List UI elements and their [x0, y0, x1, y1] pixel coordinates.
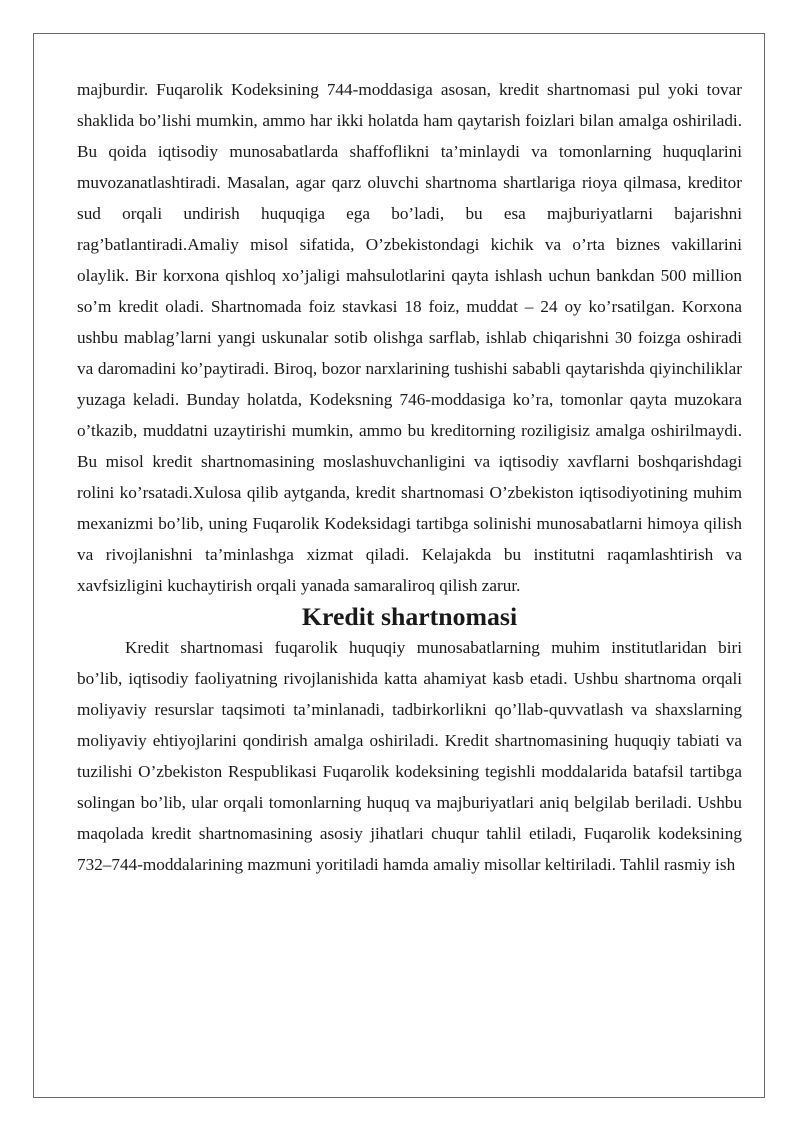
- body-paragraph: Kredit shartnomasi fuqarolik huquqiy munosabatlarning muhim institutlaridan biri bo’lib, iqtisodiy faoliyatning rivojlanishida katta ahamiyat kasb etadi. Ushbu shartnoma orqali moliyaviy resurslar taqsimoti ta’minlanadi, tadbirkorlikni qo’llab-quvvatlash va shaxslarning moliyaviy ehtiyojlarini qondirish amalga oshiriladi. Kredit shartnomasining huquqiy tabiati va tuzilishi O’zbekiston Respublikasi Fuqarolik kodeksining tegishli moddalarida batafsil tartibga solingan bo’lib, ular orqali tomonlarning huquq va majburiyatlari aniq belgilab beriladi. Ushbu maqolada kredit shartnomasining asosiy jihatlari chuqur tahlil etiladi, Fuqarolik kodeksining 732–744-moddalarining mazmuni yoritiladi hamda amaliy misollar keltiriladi. Tahlil rasmiy ish: [77, 638, 742, 874]
- section-heading: Kredit shartnomasi: [301, 602, 518, 631]
- body-paragraph: majburdir. Fuqarolik Kodeksining 744-moddasiga asosan, kredit shartnomasi pul yoki tovar shaklida bo’lishi mumkin, ammo har ikki holatda ham qaytarish foizlari bilan amalga oshiriladi. Bu qoida iqtisodiy munosabatlarda shaffoflikni ta’minlaydi va tomonlarning huquqlarini muvozanatlashtiradi. Masalan, agar qarz oluvchi shartnoma shartlariga rioya qilmasa, kreditor sud orqali undirish huquqiga ega bo’ladi, bu esa majburiyatlarni bajarishni rag’batlantiradi.Amaliy misol sifatida, O’zbekistondagi kichik va o’rta biznes vakillarini olaylik. Bir korxona qishloq xo’jaligi mahsulotlarini qayta ishlash uchun bankdan 500 million so’m kredit oladi. Shartnomada foiz stavkasi 18 foiz, muddat – 24 oy ko’rsatilgan. Korxona ushbu mablag’larni yangi uskunalar sotib olishga sarflab, ishlab chiqarishni 30 foizga oshiradi va daromadini ko’paytiradi. Biroq, bozor narxlarining tushishi sababli qaytarishda qiyinchiliklar yuzaga keladi. Bunday holatda, Kodeksning 746-moddasiga ko’ra, tomonlar qayta muzokara o’tkazib, muddatni uzaytirishi mumkin, ammo bu kreditorning roziligisiz amalga oshirilmaydi. Bu misol kredit shartnomasining moslashuvchanligini va iqtisodiy xavflarni boshqarishdagi rolini ko’rsatadi.Xulosa qilib aytganda, kredit shartnomasi O’zbekiston iqtisodiyotining muhim mexanizmi bo’lib, uning Fuqarolik Kodeksidagi tartibga solinishi munosabatlarni himoya qilish va rivojlanishni ta’minlashga xizmat qiladi. Kelajakda bu institutni raqamlashtirish va xavfsizligini kuchaytirish orqali yanada samaraliroq qilish zarur.: [77, 80, 742, 595]
- document-body: [77, 74, 742, 880]
